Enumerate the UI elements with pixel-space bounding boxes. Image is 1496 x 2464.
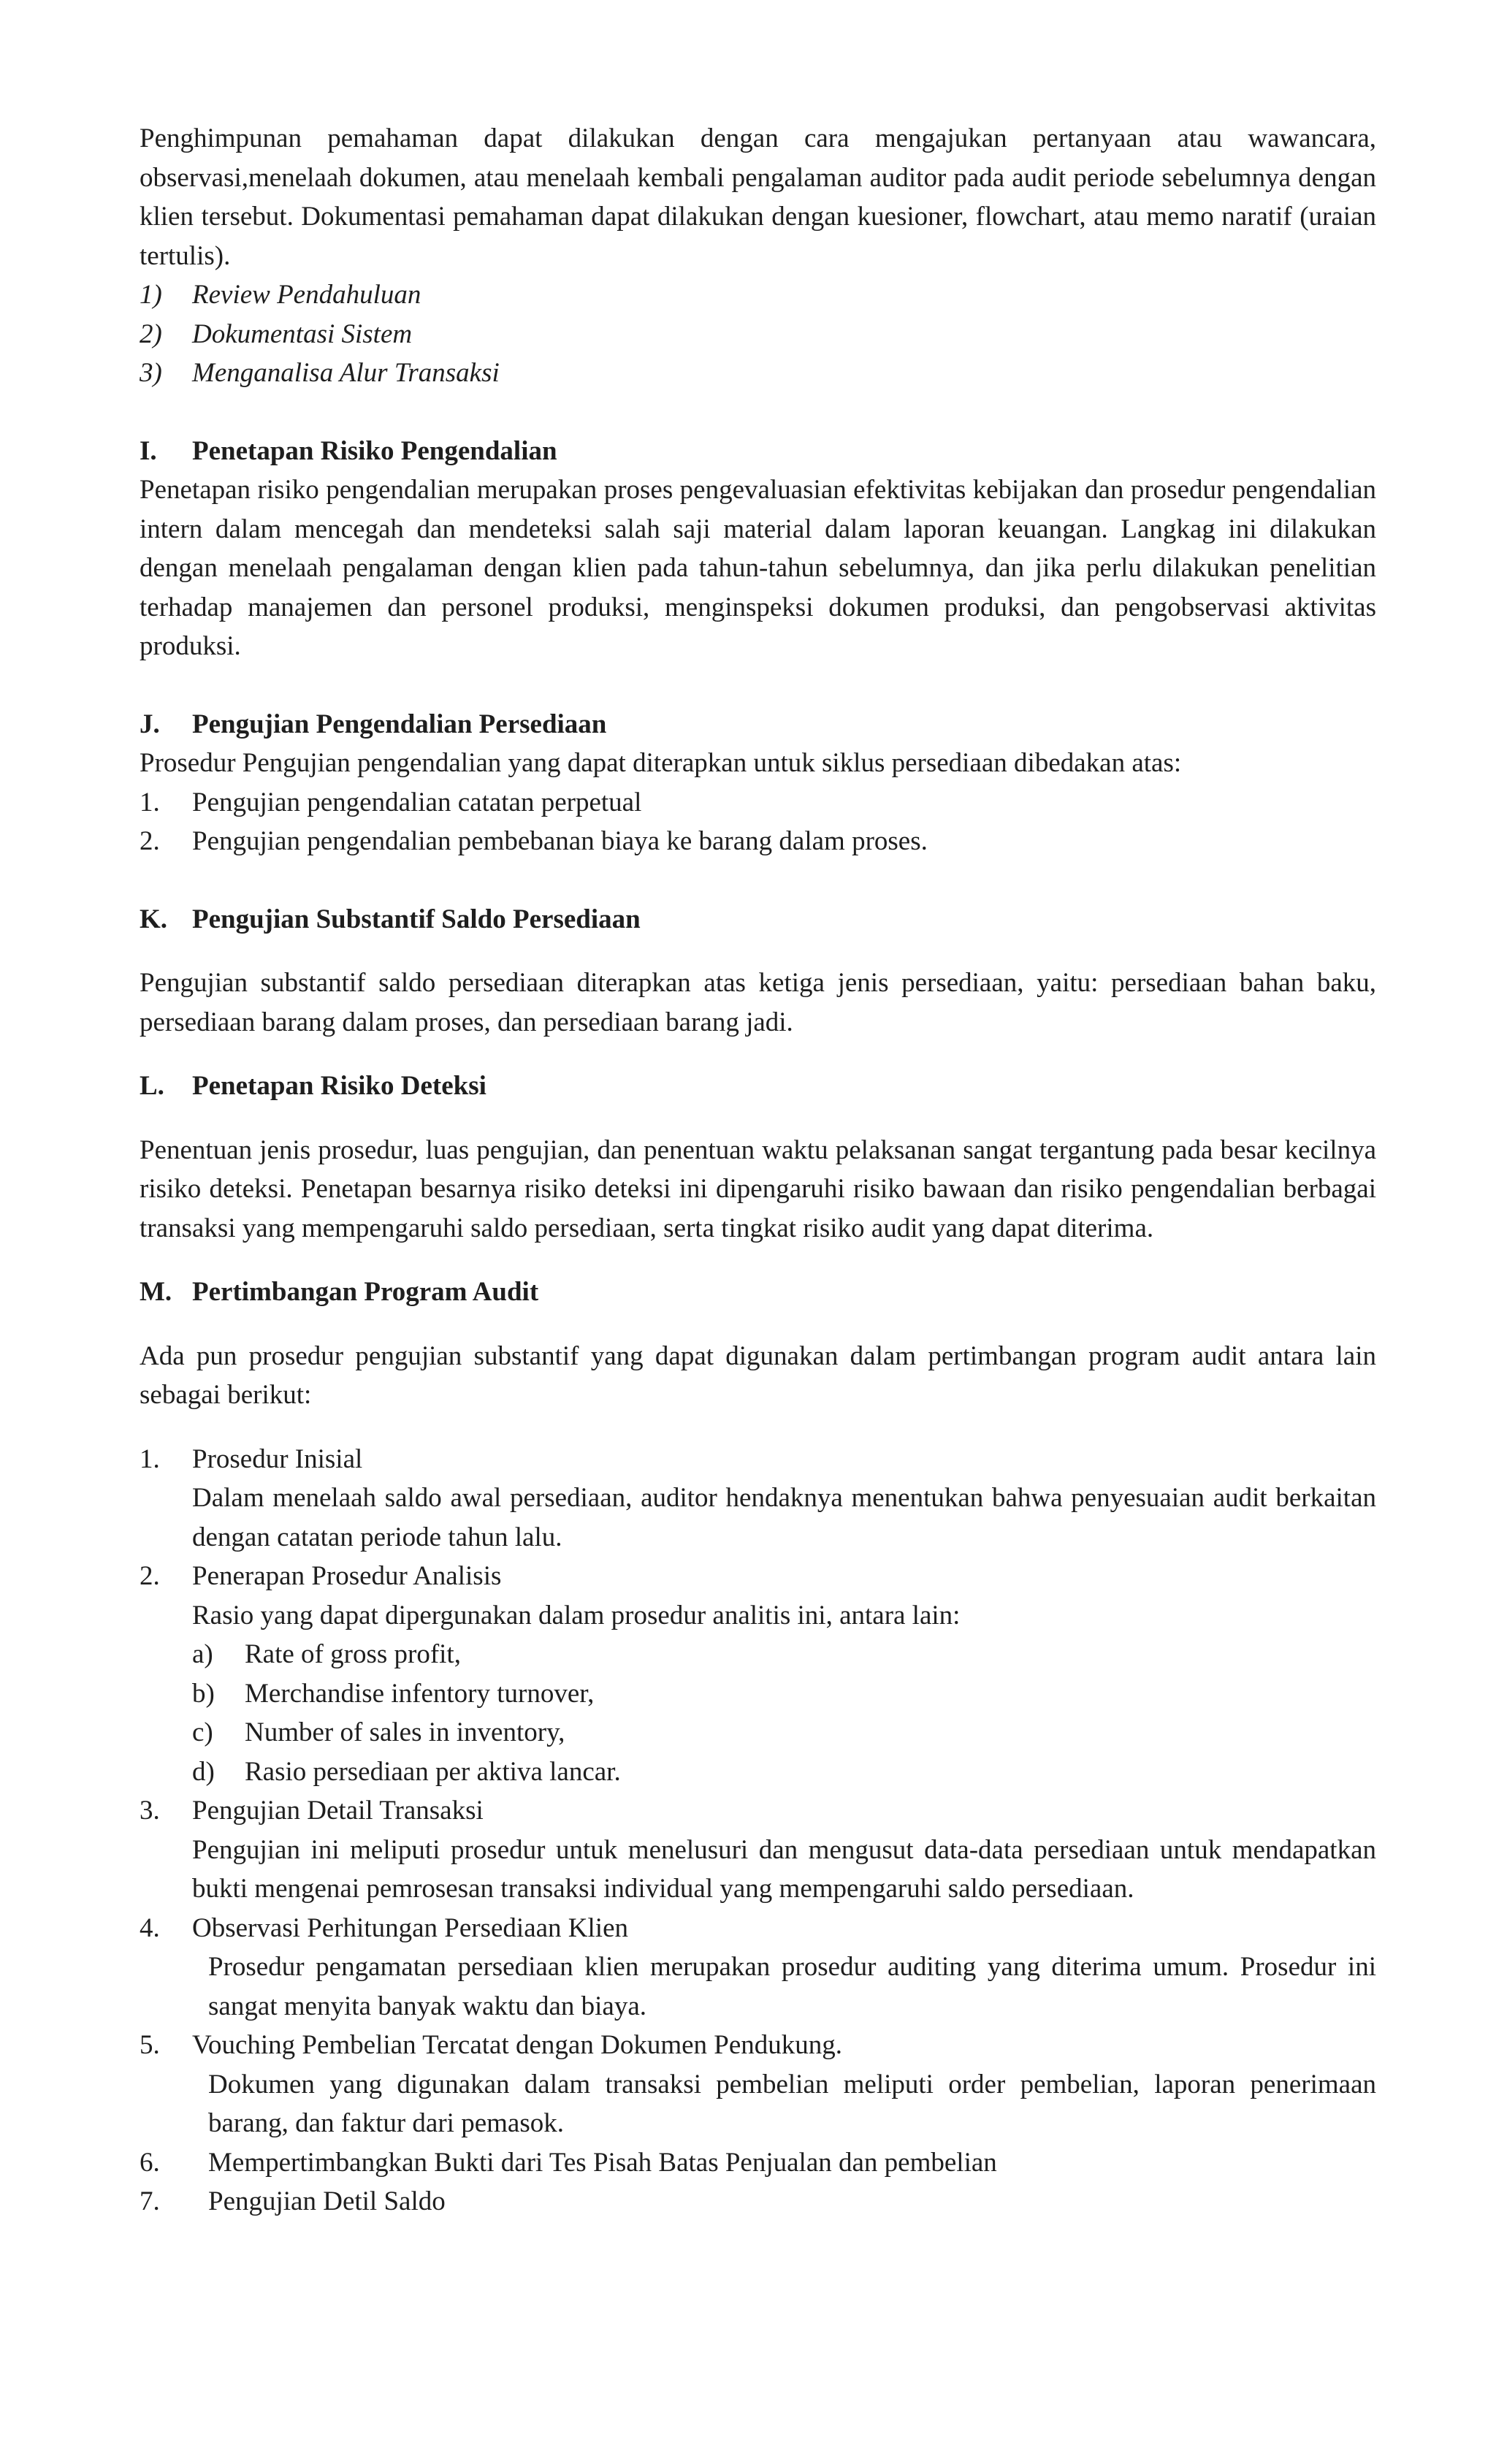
intro-step: 1) Review Pendahuluan bbox=[140, 280, 421, 310]
section-heading-j: J. Pengujian Pengendalian Persediaan bbox=[140, 709, 607, 739]
document-content bbox=[140, 119, 1376, 2221]
list-item: 6. Mempertimbangkan Bukti dari Tes Pisah Batas Penjualan dan pembelian bbox=[140, 2147, 997, 2178]
list-item: 1. Prosedur Inisial bbox=[140, 1443, 363, 1474]
section-heading-k: K. Pengujian Substantif Saldo Persediaan bbox=[140, 904, 641, 934]
list-item: 2. Penerapan Prosedur Analisis bbox=[140, 1561, 502, 1591]
section-j-body: Prosedur Pengujian pengendalian yang dapat diterapkan untuk siklus persediaan dibedakan atas: bbox=[140, 748, 1182, 778]
list-item: 2. Pengujian pengendalian pembebanan biaya ke barang dalam proses. bbox=[140, 826, 928, 856]
list-item-desc: Prosedur pengamatan persediaan klien merupakan prosedur auditing yang diterima umum. Prosedur ini sangat menyita banyak waktu dan biaya. bbox=[208, 1952, 1376, 2021]
section-k-body: Pengujian substantif saldo persediaan diterapkan atas ketiga jenis persediaan, yaitu: persediaan bahan baku, persediaan barang dalam proses, dan persediaan barang jadi. bbox=[140, 968, 1376, 1037]
list-item: 4. Observasi Perhitungan Persediaan Klien bbox=[140, 1912, 628, 1943]
ratio-item: c) Number of sales in inventory, bbox=[192, 1717, 565, 1747]
intro-step: 3) Menganalisa Alur Transaksi bbox=[140, 358, 500, 388]
section-m-body: Ada pun prosedur pengujian substantif yang dapat digunakan dalam pertimbangan program audit antara lain sebagai berikut: bbox=[140, 1340, 1376, 1410]
section-heading-i: I. Penetapan Risiko Pengendalian bbox=[140, 435, 557, 466]
list-item: 7. Pengujian Detil Saldo bbox=[140, 2186, 446, 2216]
list-item-desc: Dokumen yang digunakan dalam transaksi pembelian meliputi order pembelian, laporan penerimaan barang, dan faktur dari pemasok. bbox=[208, 2069, 1376, 2138]
ratio-item: a) Rate of gross profit, bbox=[192, 1639, 461, 1669]
section-i-body: Penetapan risiko pengendalian merupakan proses pengevaluasian efektivitas kebijakan dan prosedur pengendalian intern dalam mencegah dan mendeteksi salah saji material dalam laporan keuangan. Langkag ini dilakukan dengan menelaah pengalaman dengan klien pada tahun-tahun sebelumnya, dan jika perlu dilakukan penelitian terhadap manajemen dan personel produksi, menginspeksi dokumen produksi, dan pengobservasi aktivitas produksi. bbox=[140, 475, 1376, 661]
list-item: 1. Pengujian pengendalian catatan perpetual bbox=[140, 787, 642, 817]
section-heading-l: L. Penetapan Risiko Deteksi bbox=[140, 1071, 486, 1101]
ratio-item: b) Merchandise infentory turnover, bbox=[192, 1678, 595, 1709]
section-heading-m: M. Pertimbangan Program Audit bbox=[140, 1277, 539, 1307]
list-item-desc: Dalam menelaah saldo awal persediaan, auditor hendaknya menentukan bahwa penyesuaian audit berkaitan dengan catatan periode tahun lalu. bbox=[192, 1483, 1376, 1552]
section-l-body: Penentuan jenis prosedur, luas pengujian, dan penentuan waktu pelaksanan sangat tergantung pada besar kecilnya risiko deteksi. Penetapan besarnya risiko deteksi ini dipengaruhi risiko bawaan dan risiko pengendalian berbagai transaksi yang mempengaruhi saldo persediaan, serta tingkat risiko audit yang dapat diterima. bbox=[140, 1134, 1376, 1243]
list-item-desc: Pengujian ini meliputi prosedur untuk menelusuri dan mengusut data-data persediaan untuk mendapatkan bukti mengenai pemrosesan transaksi individual yang mempengaruhi saldo persediaan. bbox=[192, 1834, 1376, 1904]
list-item-desc: Rasio yang dapat dipergunakan dalam prosedur analitis ini, antara lain: bbox=[192, 1600, 961, 1630]
list-item: 3. Pengujian Detail Transaksi bbox=[140, 1796, 484, 1826]
intro-step: 2) Dokumentasi Sistem bbox=[140, 319, 413, 349]
ratio-item: d) Rasio persediaan per aktiva lancar. bbox=[192, 1756, 621, 1787]
list-item: 5. Vouching Pembelian Tercatat dengan Dokumen Pendukung. bbox=[140, 2030, 843, 2060]
intro-paragraph: Penghimpunan pemahaman dapat dilakukan dengan cara mengajukan pertanyaan atau wawancara, observasi,menelaah dokumen, atau menelaah kembali pengalaman auditor pada audit periode sebelumnya dengan klien tersebut. Dokumentasi pemahaman dapat dilakukan dengan kuesioner, flowchart, atau memo naratif (uraian tertulis). bbox=[140, 123, 1376, 271]
